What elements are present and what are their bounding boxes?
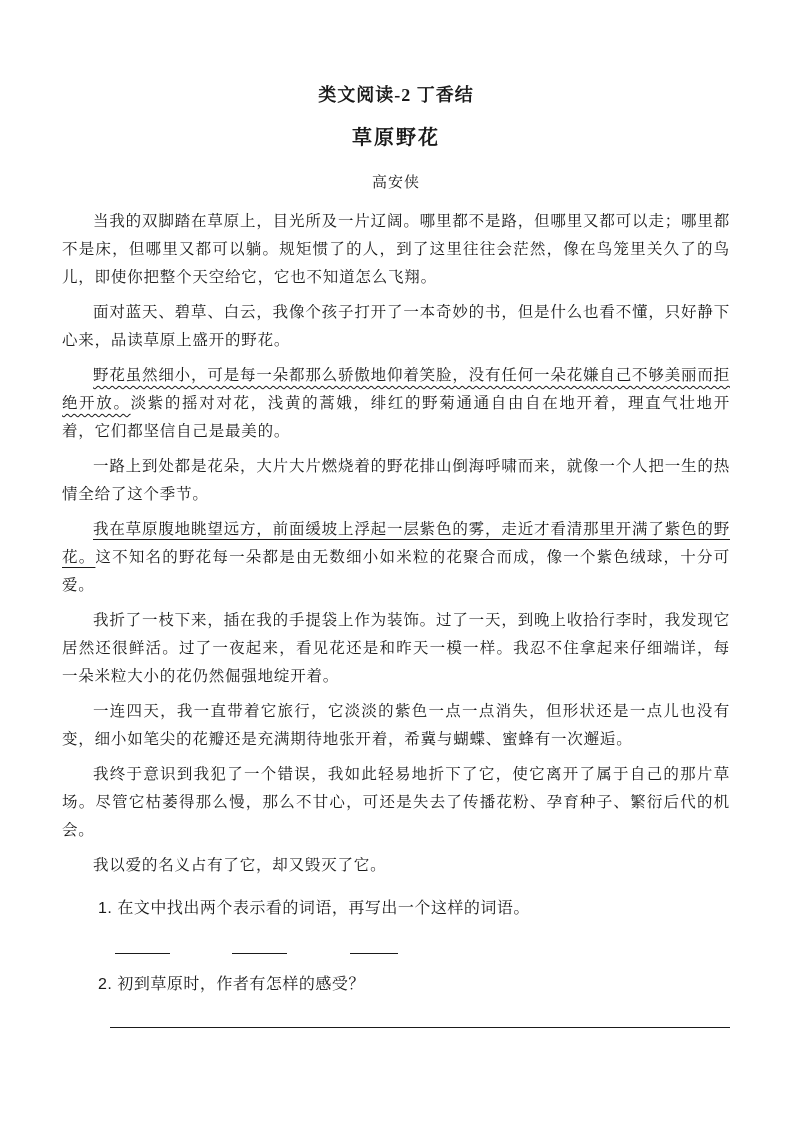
lesson-header-title: 类文阅读-2 丁香结 [318, 85, 474, 105]
paragraph-9-text: 我以爱的名义占有了它，却又毁灭了它。 [93, 857, 387, 874]
answer-blank-2 [232, 952, 287, 954]
question-2-answer-line [110, 1026, 730, 1028]
paragraph-3 [62, 362, 730, 446]
answer-blank-3 [350, 952, 398, 954]
answer-blank-1 [115, 952, 170, 954]
paragraph-4-text: 一路上到处都是花朵，大片大片燃烧着的野花排山倒海呼啸而来，就像一个人把一生的热情全给了这个季节。 [62, 458, 730, 503]
paragraph-4 [62, 453, 730, 509]
question-1-text: 在文中找出两个表示看的词语，再写出一个这样的词语。 [117, 900, 530, 917]
question-2-number: 2. [98, 976, 113, 993]
paragraph-9 [62, 852, 730, 880]
question-2-text: 初到草原时，作者有怎样的感受？ [117, 976, 365, 993]
question-1 [98, 898, 730, 920]
paragraph-1-text: 当我的双脚踏在草原上，目光所及一片辽阔。哪里都不是路，但哪里又都可以走；哪里都不是床，但哪里又都可以躺。规矩惯了的人，到了这里往往会茫然，像在鸟笼里关久了的鸟儿，即使你把整个天空给它，它也不知道怎么飞翔。 [62, 213, 730, 286]
paragraph-5-underlined-sentence: 我在草原腹地眺望远方，前面缓坡上浮起一层紫色的雾，走近才看清那里开满了紫色的野花。 [62, 521, 730, 566]
paragraph-6 [62, 607, 730, 691]
article-body [62, 208, 730, 880]
paragraph-6-text: 我折了一枝下来，插在我的手提袋上作为装饰。过了一天，到晚上收拾行李时，我发现它居然还很鲜活。过了一夜起来，看见花还是和昨天一模一样。我忍不住拿起来仔细端详，每一朵米粒大小的花仍然倔强地绽开着。 [62, 612, 730, 685]
question-1-answer-blanks [62, 952, 730, 954]
paragraph-5-rest-text: 这不知名的野花每一朵都是由无数细小如米粒的花聚合而成，像一个紫色绒球，十分可爱。 [62, 549, 730, 594]
paragraph-8-text: 我终于意识到我犯了一个错误，我如此轻易地折下了它，使它离开了属于自己的那片草场。尽管它枯萎得那么慢，那么不甘心，可还是失去了传播花粉、孕育种子、繁衍后代的机会。 [62, 766, 730, 839]
paragraph-8 [62, 761, 730, 845]
article-author: 高安侠 [371, 175, 420, 191]
question-2 [98, 974, 730, 996]
article-title: 草原野花 [352, 127, 440, 149]
paragraph-3-wavy-underlined-sentence: 野花虽然细小，可是每一朵都那么骄傲地仰着笑脸，没有任何一朵花嫌自己不够美丽而拒绝开放。 [62, 367, 730, 412]
paragraph-7-text: 一连四天，我一直带着它旅行，它淡淡的紫色一点一点消失，但形状还是一点儿也没有变，细小如笔尖的花瓣还是充满期待地张开着，希冀与蝴蝶、蜜蜂有一次邂逅。 [62, 703, 730, 748]
question-1-number: 1. [98, 900, 113, 917]
paragraph-1 [62, 208, 730, 292]
paragraph-2-text: 面对蓝天、碧草、白云，我像个孩子打开了一本奇妙的书，但是什么也看不懂，只好静下心来，品读草原上盛开的野花。 [62, 304, 730, 349]
paragraph-7 [62, 698, 730, 754]
paragraph-2 [62, 299, 730, 355]
paragraph-3-rest-text: 淡紫的摇对对花，浅黄的蒿娥，绯红的野菊通通自由自在地开着，理直气壮地开着，它们都坚信自己是最美的。 [62, 395, 730, 440]
paragraph-5 [62, 516, 730, 600]
